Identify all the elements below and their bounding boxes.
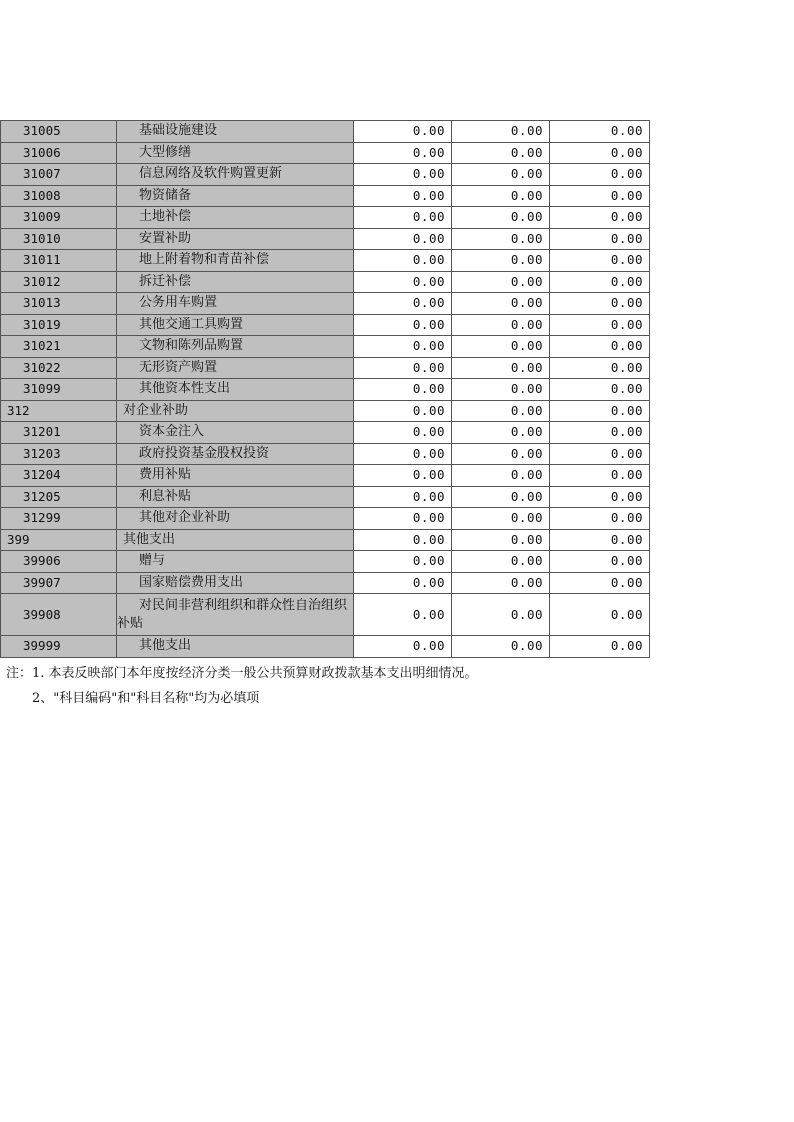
subject-code-cell: 31099 [1, 379, 117, 401]
subject-code-cell: 39908 [1, 594, 117, 636]
subject-code-cell: 31201 [1, 422, 117, 444]
table-row [1, 486, 650, 508]
subject-name-cell: 基础设施建设 [117, 121, 354, 143]
subject-code-cell: 31013 [1, 293, 117, 315]
amount-cell-1: 0.00 [354, 572, 452, 594]
amount-cell-2: 0.00 [452, 636, 550, 658]
amount-cell-3: 0.00 [550, 465, 650, 487]
amount-cell-3: 0.00 [550, 228, 650, 250]
subject-name-cell: 公务用车购置 [117, 293, 354, 315]
amount-cell-2: 0.00 [452, 142, 550, 164]
table-row [1, 357, 650, 379]
amount-cell-2: 0.00 [452, 379, 550, 401]
subject-code-cell: 31019 [1, 314, 117, 336]
subject-name-cell: 安置补助 [117, 228, 354, 250]
amount-cell-1: 0.00 [354, 357, 452, 379]
subject-name-cell: 利息补贴 [117, 486, 354, 508]
amount-cell-3: 0.00 [550, 379, 650, 401]
table-row-category [1, 529, 650, 551]
amount-cell-1: 0.00 [354, 121, 452, 143]
table-row [1, 142, 650, 164]
table-row [1, 443, 650, 465]
subject-name-cell: 政府投资基金股权投资 [117, 443, 354, 465]
subject-name-cell: 其他对企业补助 [117, 508, 354, 530]
amount-cell-3: 0.00 [550, 486, 650, 508]
amount-cell-2: 0.00 [452, 551, 550, 573]
amount-cell-1: 0.00 [354, 379, 452, 401]
amount-cell-2: 0.00 [452, 400, 550, 422]
table-row-category [1, 400, 650, 422]
amount-cell-3: 0.00 [550, 164, 650, 186]
subject-code-cell: 31008 [1, 185, 117, 207]
subject-name-cell: 赠与 [117, 551, 354, 573]
table-notes [6, 664, 478, 709]
amount-cell-3: 0.00 [550, 443, 650, 465]
amount-cell-3: 0.00 [550, 594, 650, 636]
amount-cell-2: 0.00 [452, 572, 550, 594]
table-row [1, 271, 650, 293]
amount-cell-3: 0.00 [550, 572, 650, 594]
subject-code-cell: 31022 [1, 357, 117, 379]
table-row [1, 121, 650, 143]
subject-name-cell: 大型修缮 [117, 142, 354, 164]
subject-code-cell: 31005 [1, 121, 117, 143]
amount-cell-1: 0.00 [354, 594, 452, 636]
subject-code-cell: 31203 [1, 443, 117, 465]
amount-cell-2: 0.00 [452, 508, 550, 530]
amount-cell-3: 0.00 [550, 207, 650, 229]
amount-cell-3: 0.00 [550, 142, 650, 164]
amount-cell-3: 0.00 [550, 529, 650, 551]
amount-cell-3: 0.00 [550, 422, 650, 444]
table-row [1, 465, 650, 487]
note-line-1: 注：1. 本表反映部门本年度按经济分类一般公共预算财政拨款基本支出明细情况。 [6, 666, 478, 681]
subject-code-cell: 399 [1, 529, 117, 551]
subject-name-cell: 国家赔偿费用支出 [117, 572, 354, 594]
amount-cell-1: 0.00 [354, 551, 452, 573]
subject-code-cell: 31011 [1, 250, 117, 272]
amount-cell-2: 0.00 [452, 293, 550, 315]
amount-cell-2: 0.00 [452, 594, 550, 636]
table-row [1, 636, 650, 658]
amount-cell-1: 0.00 [354, 443, 452, 465]
subject-name-cell: 其他交通工具购置 [117, 314, 354, 336]
subject-code-cell: 31299 [1, 508, 117, 530]
table-row [1, 594, 650, 636]
subject-code-cell: 31204 [1, 465, 117, 487]
amount-cell-2: 0.00 [452, 529, 550, 551]
amount-cell-3: 0.00 [550, 314, 650, 336]
amount-cell-3: 0.00 [550, 250, 650, 272]
table-row [1, 422, 650, 444]
table-row [1, 314, 650, 336]
subject-code-cell: 39907 [1, 572, 117, 594]
note-line-2: 2、"科目编码"和"科目名称"均为必填项 [32, 691, 260, 706]
subject-name-cell: 拆迁补偿 [117, 271, 354, 293]
amount-cell-3: 0.00 [550, 185, 650, 207]
amount-cell-2: 0.00 [452, 164, 550, 186]
amount-cell-3: 0.00 [550, 551, 650, 573]
table-row [1, 228, 650, 250]
amount-cell-1: 0.00 [354, 465, 452, 487]
subject-code-cell: 31006 [1, 142, 117, 164]
subject-name-cell: 其他资本性支出 [117, 379, 354, 401]
amount-cell-1: 0.00 [354, 422, 452, 444]
subject-name-cell: 对企业补助 [117, 400, 354, 422]
amount-cell-1: 0.00 [354, 228, 452, 250]
table-row [1, 508, 650, 530]
table-row [1, 379, 650, 401]
table-row [1, 250, 650, 272]
table-row [1, 551, 650, 573]
amount-cell-1: 0.00 [354, 207, 452, 229]
amount-cell-2: 0.00 [452, 185, 550, 207]
amount-cell-3: 0.00 [550, 400, 650, 422]
subject-code-cell: 312 [1, 400, 117, 422]
subject-name-cell: 资本金注入 [117, 422, 354, 444]
amount-cell-1: 0.00 [354, 508, 452, 530]
subject-name-cell: 土地补偿 [117, 207, 354, 229]
amount-cell-1: 0.00 [354, 185, 452, 207]
table-row [1, 207, 650, 229]
subject-name-cell: 其他支出 [117, 529, 354, 551]
amount-cell-2: 0.00 [452, 486, 550, 508]
subject-name-cell: 无形资产购置 [117, 357, 354, 379]
table-body [1, 121, 650, 658]
amount-cell-2: 0.00 [452, 422, 550, 444]
amount-cell-2: 0.00 [452, 271, 550, 293]
subject-name-cell: 费用补贴 [117, 465, 354, 487]
expenditure-detail-table [0, 120, 650, 658]
amount-cell-3: 0.00 [550, 357, 650, 379]
subject-code-cell: 31205 [1, 486, 117, 508]
amount-cell-3: 0.00 [550, 508, 650, 530]
subject-name-cell: 地上附着物和青苗补偿 [117, 250, 354, 272]
amount-cell-2: 0.00 [452, 357, 550, 379]
table-row [1, 185, 650, 207]
amount-cell-1: 0.00 [354, 250, 452, 272]
subject-name-cell: 其他支出 [117, 636, 354, 658]
amount-cell-2: 0.00 [452, 250, 550, 272]
subject-code-cell: 31021 [1, 336, 117, 358]
subject-name-cell: 文物和陈列品购置 [117, 336, 354, 358]
amount-cell-3: 0.00 [550, 336, 650, 358]
amount-cell-3: 0.00 [550, 271, 650, 293]
subject-code-cell: 31007 [1, 164, 117, 186]
amount-cell-3: 0.00 [550, 293, 650, 315]
subject-code-cell: 31010 [1, 228, 117, 250]
subject-name-cell: 物资储备 [117, 185, 354, 207]
amount-cell-1: 0.00 [354, 529, 452, 551]
amount-cell-1: 0.00 [354, 486, 452, 508]
subject-name-cell: 信息网络及软件购置更新 [117, 164, 354, 186]
amount-cell-2: 0.00 [452, 336, 550, 358]
amount-cell-2: 0.00 [452, 314, 550, 336]
subject-code-cell: 39906 [1, 551, 117, 573]
subject-name-cell [117, 594, 354, 636]
amount-cell-2: 0.00 [452, 228, 550, 250]
table-row [1, 293, 650, 315]
amount-cell-1: 0.00 [354, 336, 452, 358]
subject-code-cell: 31012 [1, 271, 117, 293]
amount-cell-1: 0.00 [354, 400, 452, 422]
amount-cell-2: 0.00 [452, 465, 550, 487]
table-row [1, 336, 650, 358]
table-row [1, 164, 650, 186]
amount-cell-1: 0.00 [354, 164, 452, 186]
amount-cell-3: 0.00 [550, 121, 650, 143]
amount-cell-2: 0.00 [452, 121, 550, 143]
amount-cell-1: 0.00 [354, 636, 452, 658]
amount-cell-1: 0.00 [354, 142, 452, 164]
table-row [1, 572, 650, 594]
budget-table-container [0, 120, 650, 658]
amount-cell-2: 0.00 [452, 443, 550, 465]
amount-cell-3: 0.00 [550, 636, 650, 658]
amount-cell-1: 0.00 [354, 271, 452, 293]
amount-cell-1: 0.00 [354, 293, 452, 315]
subject-code-cell: 31009 [1, 207, 117, 229]
amount-cell-2: 0.00 [452, 207, 550, 229]
subject-name-text: 对民间非营利组织和群众性自治组织补贴 [117, 597, 348, 631]
amount-cell-1: 0.00 [354, 314, 452, 336]
subject-code-cell: 39999 [1, 636, 117, 658]
